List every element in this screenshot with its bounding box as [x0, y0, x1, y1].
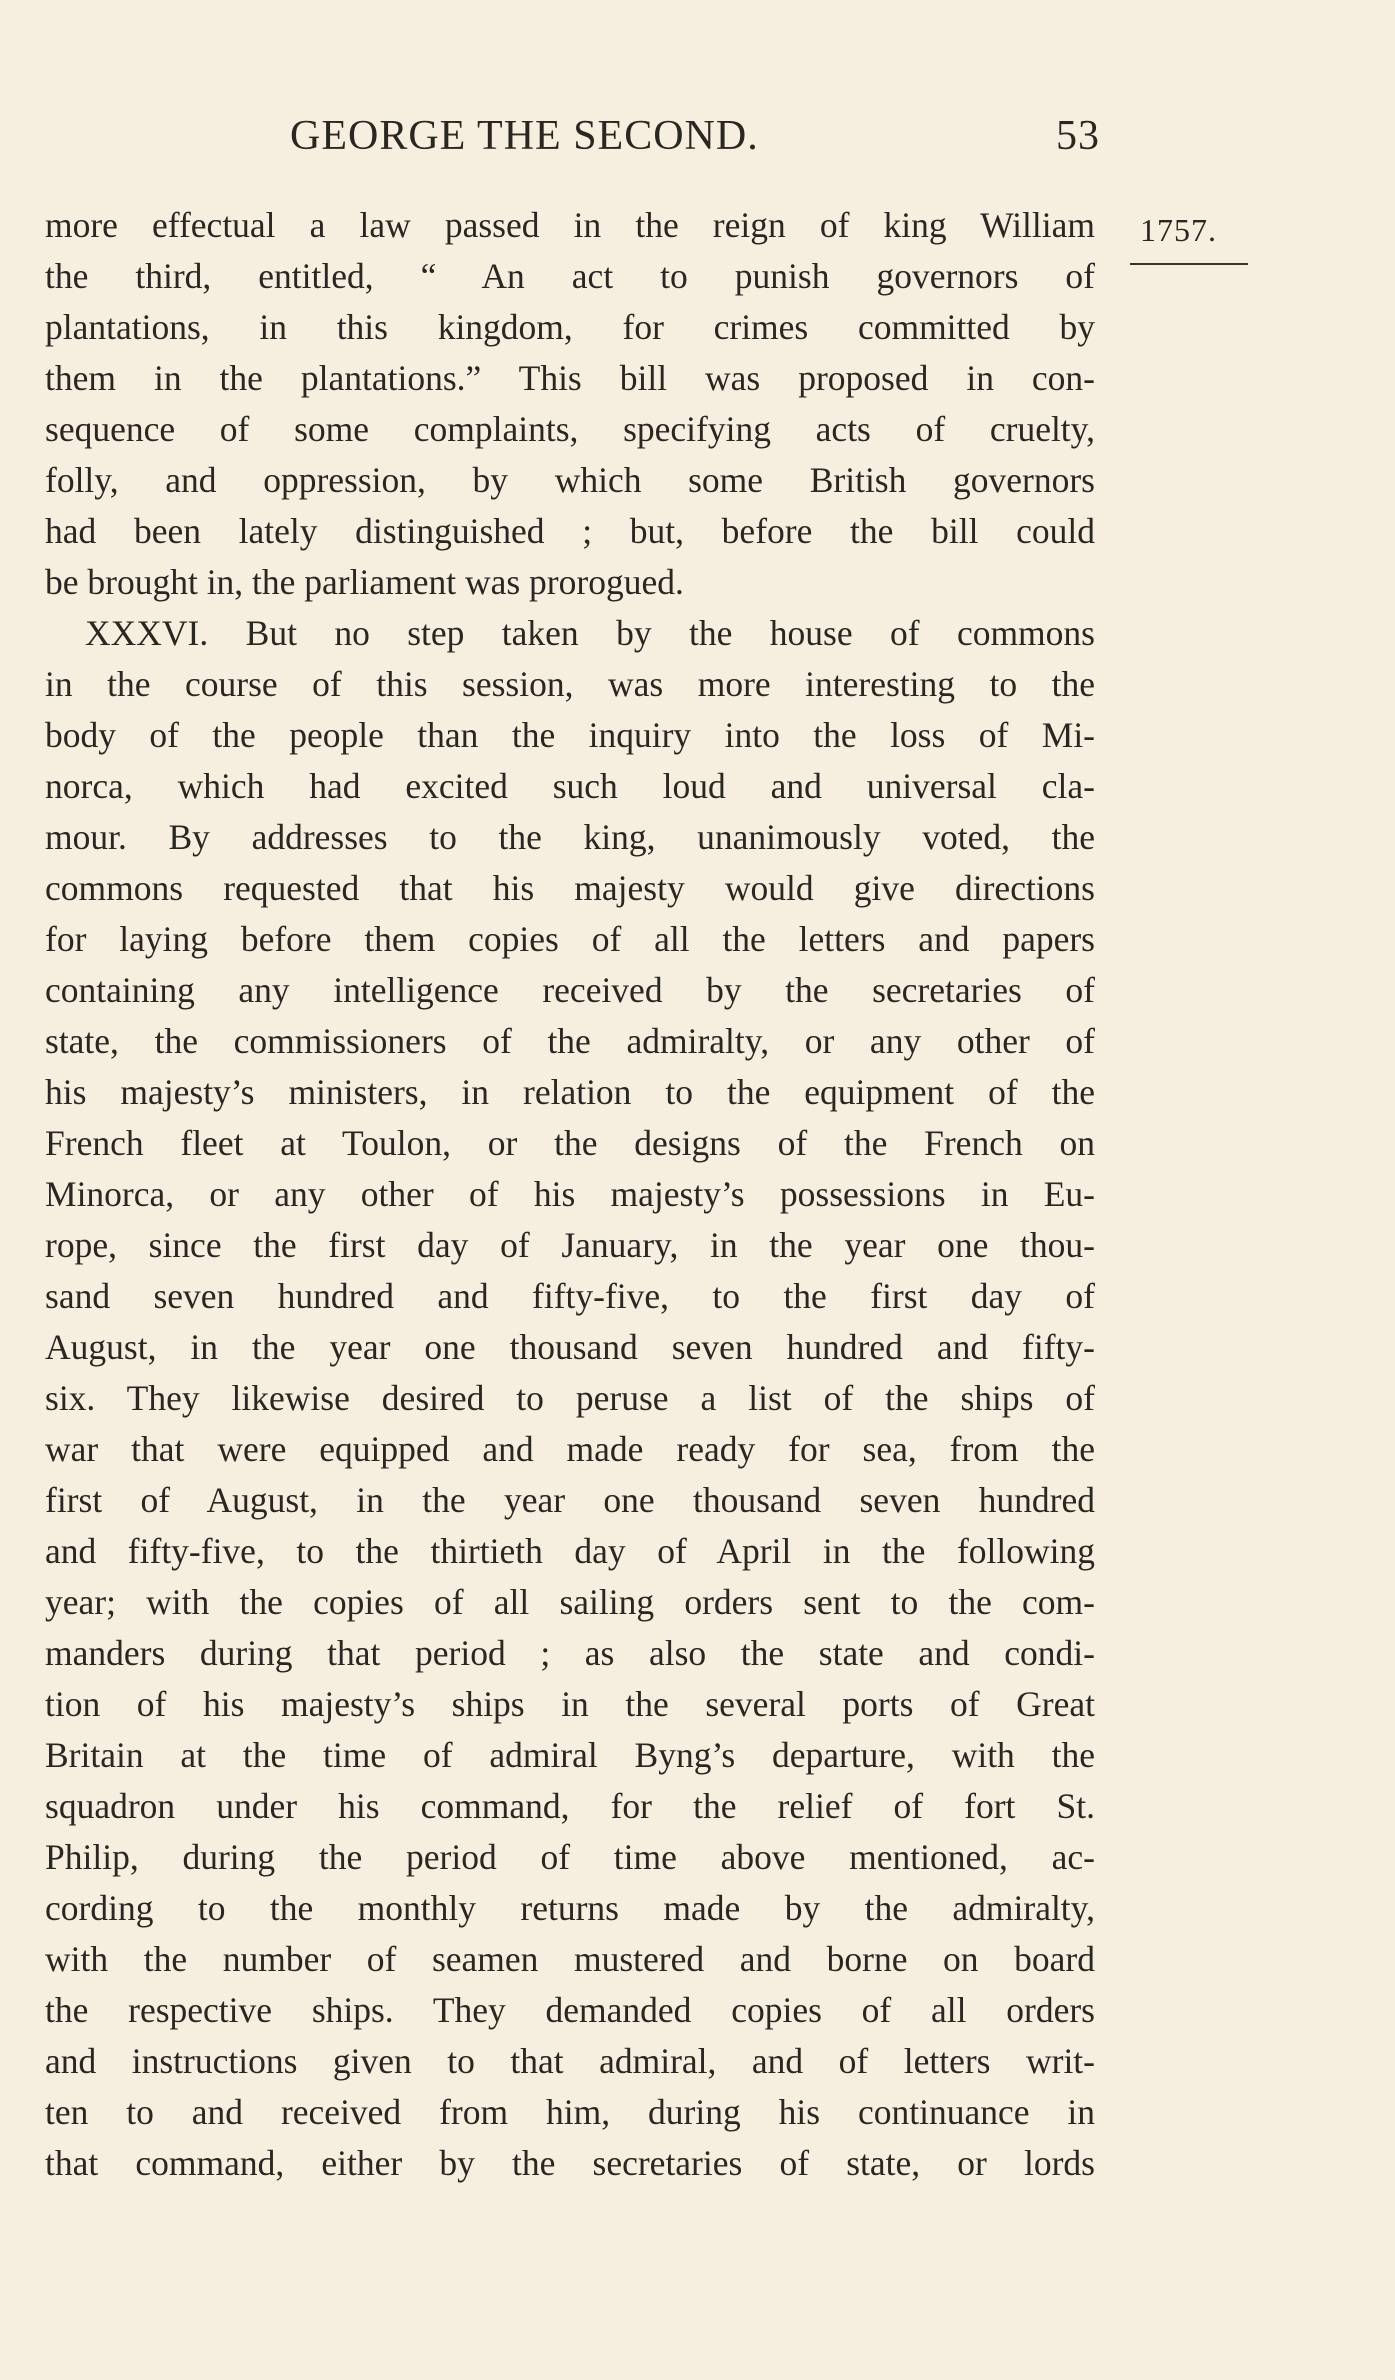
text-line: sequence of some complaints, specifying acts of cruelty,	[45, 409, 1095, 449]
text-line: squadron under his command, for the relief of fort St.	[45, 1786, 1095, 1826]
text-line: and instructions given to that admiral, and of letters writ-	[45, 2041, 1095, 2081]
text-line: French fleet at Toulon, or the designs of the French on	[45, 1123, 1095, 1163]
text-line: cording to the monthly returns made by the admiralty,	[45, 1888, 1095, 1928]
text-line: first of August, in the year one thousand seven hundred	[45, 1480, 1095, 1520]
text-line: norca, which had excited such loud and universal cla-	[45, 766, 1095, 806]
text-line: mour. By addresses to the king, unanimously voted, the	[45, 817, 1095, 857]
text-line: Minorca, or any other of his majesty’s possessions in Eu-	[45, 1174, 1095, 1214]
text-line: more effectual a law passed in the reign of king William	[45, 205, 1095, 245]
text-line: for laying before them copies of all the letters and papers	[45, 919, 1095, 959]
text-line: six. They likewise desired to peruse a list of the ships of	[45, 1378, 1095, 1418]
text-line: XXXVI. But no step taken by the house of commons	[85, 613, 1095, 653]
body-text	[45, 200, 1095, 2189]
text-line: war that were equipped and made ready for sea, from the	[45, 1429, 1095, 1469]
text-line: sand seven hundred and fifty-five, to the first day of	[45, 1276, 1095, 1316]
running-head	[290, 112, 1100, 172]
page-number: 53	[1056, 113, 1100, 159]
text-line: folly, and oppression, by which some British governors	[45, 460, 1095, 500]
text-line: tion of his majesty’s ships in the several ports of Great	[45, 1684, 1095, 1724]
text-line: with the number of seamen mustered and borne on board	[45, 1939, 1095, 1979]
text-line: rope, since the first day of January, in the year one thou-	[45, 1225, 1095, 1265]
text-line: commons requested that his majesty would give directions	[45, 868, 1095, 908]
text-line: be brought in, the parliament was prorogued.	[45, 562, 684, 602]
text-line: body of the people than the inquiry into the loss of Mi-	[45, 715, 1095, 755]
text-line: Philip, during the period of time above mentioned, ac-	[45, 1837, 1095, 1877]
running-title: GEORGE THE SECOND.	[290, 113, 759, 159]
margin-rule	[1130, 263, 1248, 265]
text-line: had been lately distinguished ; but, before the bill could	[45, 511, 1095, 551]
margin-year-note: 1757.	[1140, 212, 1217, 248]
text-line: the third, entitled, “ An act to punish governors of	[45, 256, 1095, 296]
text-line: his majesty’s ministers, in relation to the equipment of the	[45, 1072, 1095, 1112]
text-line: and fifty-five, to the thirtieth day of April in the following	[45, 1531, 1095, 1571]
text-line: that command, either by the secretaries of state, or lords	[45, 2143, 1095, 2183]
text-line: year; with the copies of all sailing orders sent to the com-	[45, 1582, 1095, 1622]
text-line: in the course of this session, was more interesting to the	[45, 664, 1095, 704]
text-line: August, in the year one thousand seven hundred and fifty-	[45, 1327, 1095, 1367]
text-line: Britain at the time of admiral Byng’s departure, with the	[45, 1735, 1095, 1775]
text-line: containing any intelligence received by the secretaries of	[45, 970, 1095, 1010]
text-line: them in the plantations.” This bill was proposed in con-	[45, 358, 1095, 398]
text-line: the respective ships. They demanded copies of all orders	[45, 1990, 1095, 2030]
text-line: plantations, in this kingdom, for crimes committed by	[45, 307, 1095, 347]
text-line: state, the commissioners of the admiralty, or any other of	[45, 1021, 1095, 1061]
text-line: ten to and received from him, during his continuance in	[45, 2092, 1095, 2132]
text-line: manders during that period ; as also the state and condi-	[45, 1633, 1095, 1673]
